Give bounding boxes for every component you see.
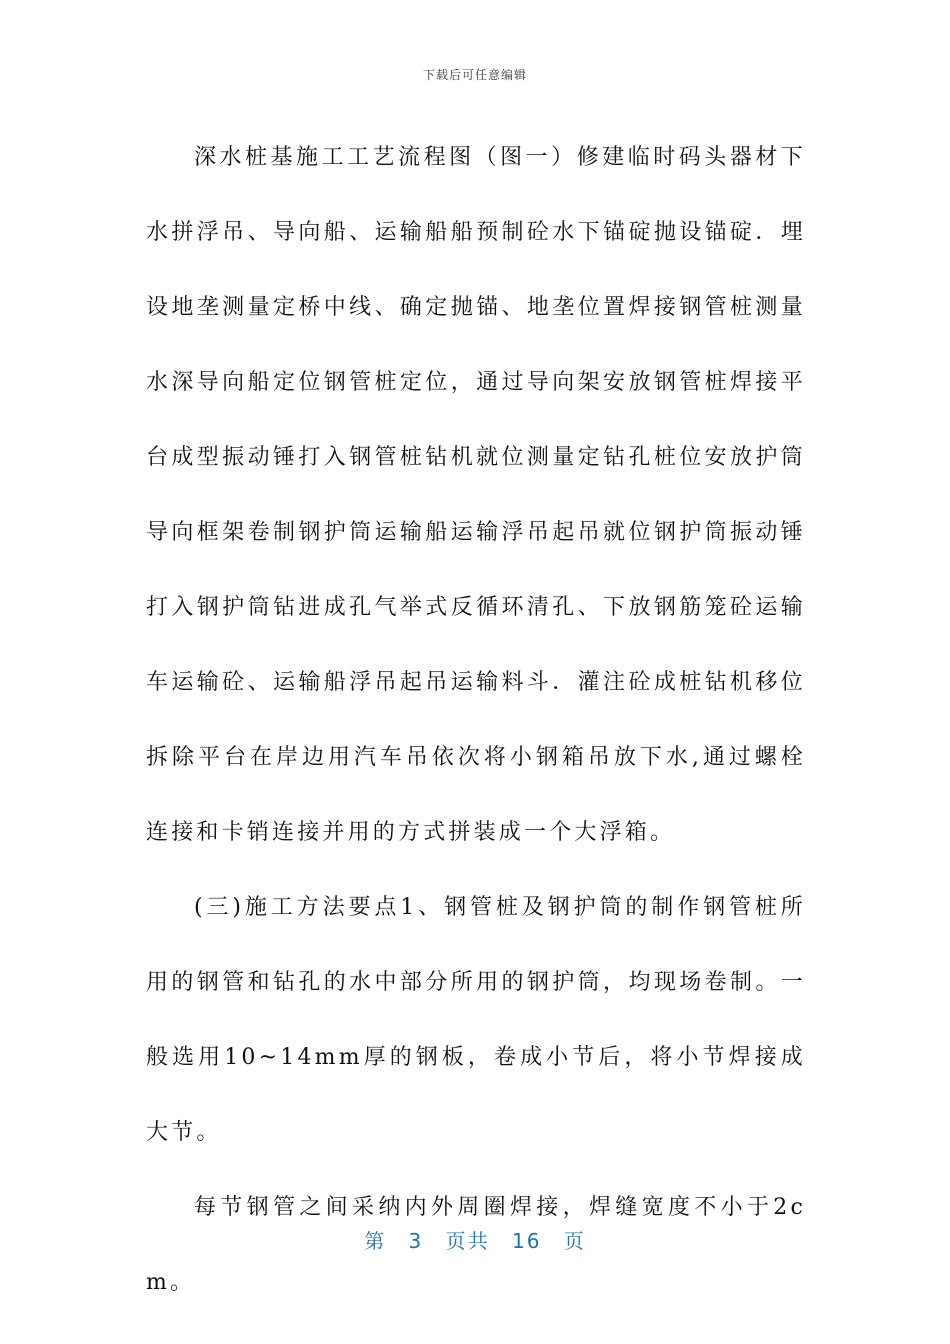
document-body xyxy=(146,120,806,1320)
footer-total-pages: 16 xyxy=(512,1229,542,1253)
paragraph-2: (三)施工方法要点1、钢管桩及钢护筒的制作钢管桩所用的钢管和钻孔的水中部分所用的钢护筒，均现场卷制。一般选用10~14mm厚的钢板，卷成小节后，将小节焊接成大节。 xyxy=(146,895,806,1145)
page-header-note: 下载后可任意编辑 xyxy=(422,68,527,82)
paragraph-1: 深水桩基施工工艺流程图（图一）修建临时码头器材下水拼浮吊、导向船、运输船船预制砼水下锚碇抛设锚碇．埋设地垄测量定桥中线、确定抛锚、地垄位置焊接钢管桩测量水深导向船定位钢管桩定位，通过导向架安放钢管桩焊接平台成型振动锤打入钢管桩钻机就位测量定钻孔桩位安放护筒导向框架卷制钢护筒运输船运输浮吊起吊就位钢护筒振动锤打入钢护筒钻进成孔气举式反循环清孔、下放钢筋笼砼运输车运输砼、运输船浮吊起吊运输料斗．灌注砼成桩钻机移位拆除平台在岸边用汽车吊依次将小钢箱吊放下水,通过螺栓连接和卡销连接并用的方式拼装成一个大浮箱。 xyxy=(146,145,806,845)
page-footer xyxy=(0,1225,950,1254)
footer-page-number: 3 xyxy=(408,1229,424,1253)
footer-suffix: 页 xyxy=(563,1229,586,1253)
paragraph-3: 每节钢管之间采纳内外周圈焊接，焊缝宽度不小于2cm。 xyxy=(146,1195,806,1295)
footer-middle: 页共 xyxy=(445,1229,490,1253)
footer-prefix: 第 xyxy=(364,1229,387,1253)
